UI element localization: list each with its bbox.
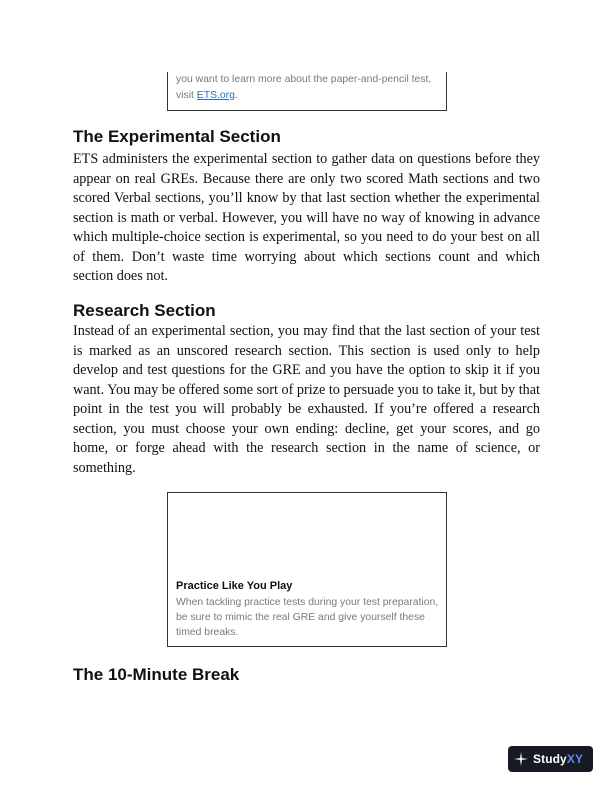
studyxy-badge[interactable]: [508, 746, 593, 772]
ets-link[interactable]: ETS.org: [196, 90, 235, 101]
note-text-end: .: [234, 90, 238, 101]
note-box-text: [176, 72, 438, 104]
note-text: you want to learn more about the paper-and-pencil test, visit: [176, 74, 432, 101]
break-section-heading: The 10-Minute Break: [73, 665, 240, 684]
brand-suffix: XY: [566, 752, 584, 766]
brand-prefix: Study: [533, 752, 567, 766]
plus-sparkle-icon: [514, 752, 528, 766]
practice-tip-text: When tackling practice tests during your test preparation, be sure to mimic the real GRE and give yourself these timed breaks.: [176, 597, 439, 638]
research-section-body: Instead of an experimental section, you may find that the last section of your test is marked as an unscored research section. This section is used only to help develop and test questions for the GRE and you have the option to skip it if you want. You may be offered some sort of prize to persuade you to take it, but by that point in the test you will probably be exhausted. If you’re offered a research section, you must choose your own ending: decline, get your scores, and go home, or forge ahead with the research section in the name of science, or something.: [73, 323, 540, 476]
studyxy-logo-text: [533, 752, 583, 766]
research-section-heading: Research Section: [73, 301, 216, 320]
practice-tip-box: [167, 492, 447, 647]
practice-tip-title: Practice Like You Play: [176, 580, 293, 592]
experimental-section-body: ETS administers the experimental section to gather data on questions before they appear on real GREs. Because there are only two scored Math sections and two scored Verbal sections, you’ll know by that last section whether the experimental section is math or verbal. However, you will have no way of knowing in advance which multiple-choice section is experimental, so you need to do your best on all of them. Don’t waste time worrying about which sections count and which section does not.: [73, 151, 540, 284]
experimental-section-heading: The Experimental Section: [73, 127, 281, 146]
note-box-continued: [167, 72, 447, 111]
